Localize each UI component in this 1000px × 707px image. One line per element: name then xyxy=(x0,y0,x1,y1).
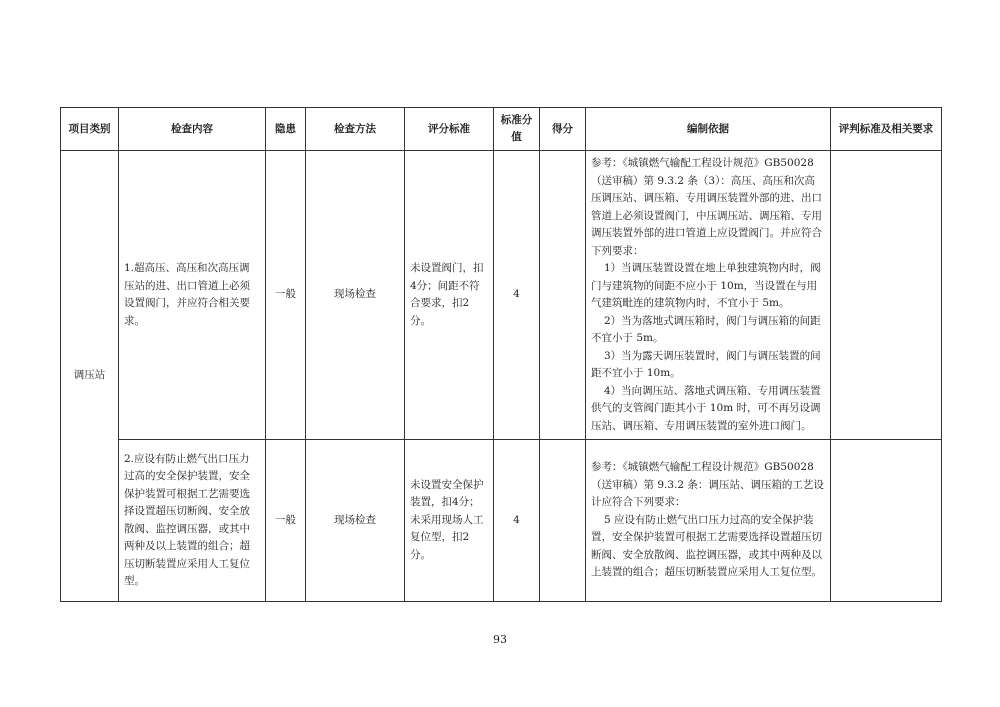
scoring-cell: 未设置安全保护装置，扣4分；未采用现场人工复位型，扣2分。 xyxy=(405,440,494,602)
header-category: 项目类别 xyxy=(61,108,119,151)
header-hazard: 隐患 xyxy=(266,108,306,151)
hazard-cell: 一般 xyxy=(266,151,306,440)
points-cell: 4 xyxy=(494,151,540,440)
requirements-cell xyxy=(831,151,942,440)
basis-paragraph: 2）当为落地式调压箱时，阀门与调压箱的间距不宜小于 5m。 xyxy=(591,314,821,344)
requirements-cell xyxy=(831,440,942,602)
basis-paragraph: 4）当向调压站、落地式调压箱、专用调压装置供气的支管阀门距其小于 10m 时，可不再另设调压站、调压箱、专用调压装置的室外进口阀门。 xyxy=(591,384,821,432)
category-cell: 调压站 xyxy=(61,151,119,602)
inspection-table xyxy=(60,107,942,602)
basis-paragraph: 1）当调压装置设置在地上单独建筑物内时，阀门与建筑物的间距不应小于 10m，当设置在与用气建筑毗连的建筑物内时，不宜小于 5m。 xyxy=(591,262,821,309)
basis-cell xyxy=(586,151,831,440)
hazard-cell: 一般 xyxy=(266,440,306,602)
method-cell: 现场检查 xyxy=(306,440,405,602)
points-cell: 4 xyxy=(494,440,540,602)
header-scoring: 评分标准 xyxy=(405,108,494,151)
basis-paragraph: 3）当为露天调压装置时，阀门与调压装置的间距不宜小于 10m。 xyxy=(591,349,821,379)
score-cell xyxy=(540,440,586,602)
scoring-cell: 未设置阀门，扣4分；间距不符合要求，扣2分。 xyxy=(405,151,494,440)
content-cell: 1.超高压、高压和次高压调压站的进、出口管道上必须设置阀门，并应符合相关要求。 xyxy=(119,151,266,440)
basis-paragraph: 5 应设有防止燃气出口压力过高的安全保护装置，安全保护装置可根据工艺需要选择设置超压切断阀、安全放散阀、监控调压器，或其中两种及以上装置的组合；超压切断装置应采用人工复位型。 xyxy=(591,513,822,579)
header-method: 检查方法 xyxy=(306,108,405,151)
header-points: 标准分值 xyxy=(494,108,540,151)
header-requirements: 评判标准及相关要求 xyxy=(831,108,942,151)
basis-paragraph: 参考：《城镇燃气输配工程设计规范》GB50028（送审稿）第 9.3.2 条：调压站、调压箱的工艺设计应符合下列要求： xyxy=(591,461,824,509)
header-score: 得分 xyxy=(540,108,586,151)
page-number: 93 xyxy=(493,633,507,646)
table-row xyxy=(61,440,942,602)
score-cell xyxy=(540,151,586,440)
table-header-row xyxy=(61,108,942,151)
method-cell: 现场检查 xyxy=(306,151,405,440)
header-content: 检查内容 xyxy=(119,108,266,151)
content-cell: 2.应设有防止燃气出口压力过高的安全保护装置，安全保护装置可根据工艺需要选择设置超压切断阀、安全放散阀、监控调压器，或其中两种及以上装置的组合；超压切断装置应采用人工复位型。 xyxy=(119,440,266,602)
table-row xyxy=(61,151,942,440)
basis-paragraph: 参考：《城镇燃气输配工程设计规范》GB50028（送审稿）第 9.3.2 条（3）：高压、高压和次高压调压站、调压箱、专用调压装置外部的进、出口管道上必须设置阀门，中压调压站、调压箱、专用调压装置外部的进口管道上应设置阀门。并应符合下列要求： xyxy=(591,157,822,257)
basis-cell xyxy=(586,440,831,602)
header-basis: 编制依据 xyxy=(586,108,831,151)
